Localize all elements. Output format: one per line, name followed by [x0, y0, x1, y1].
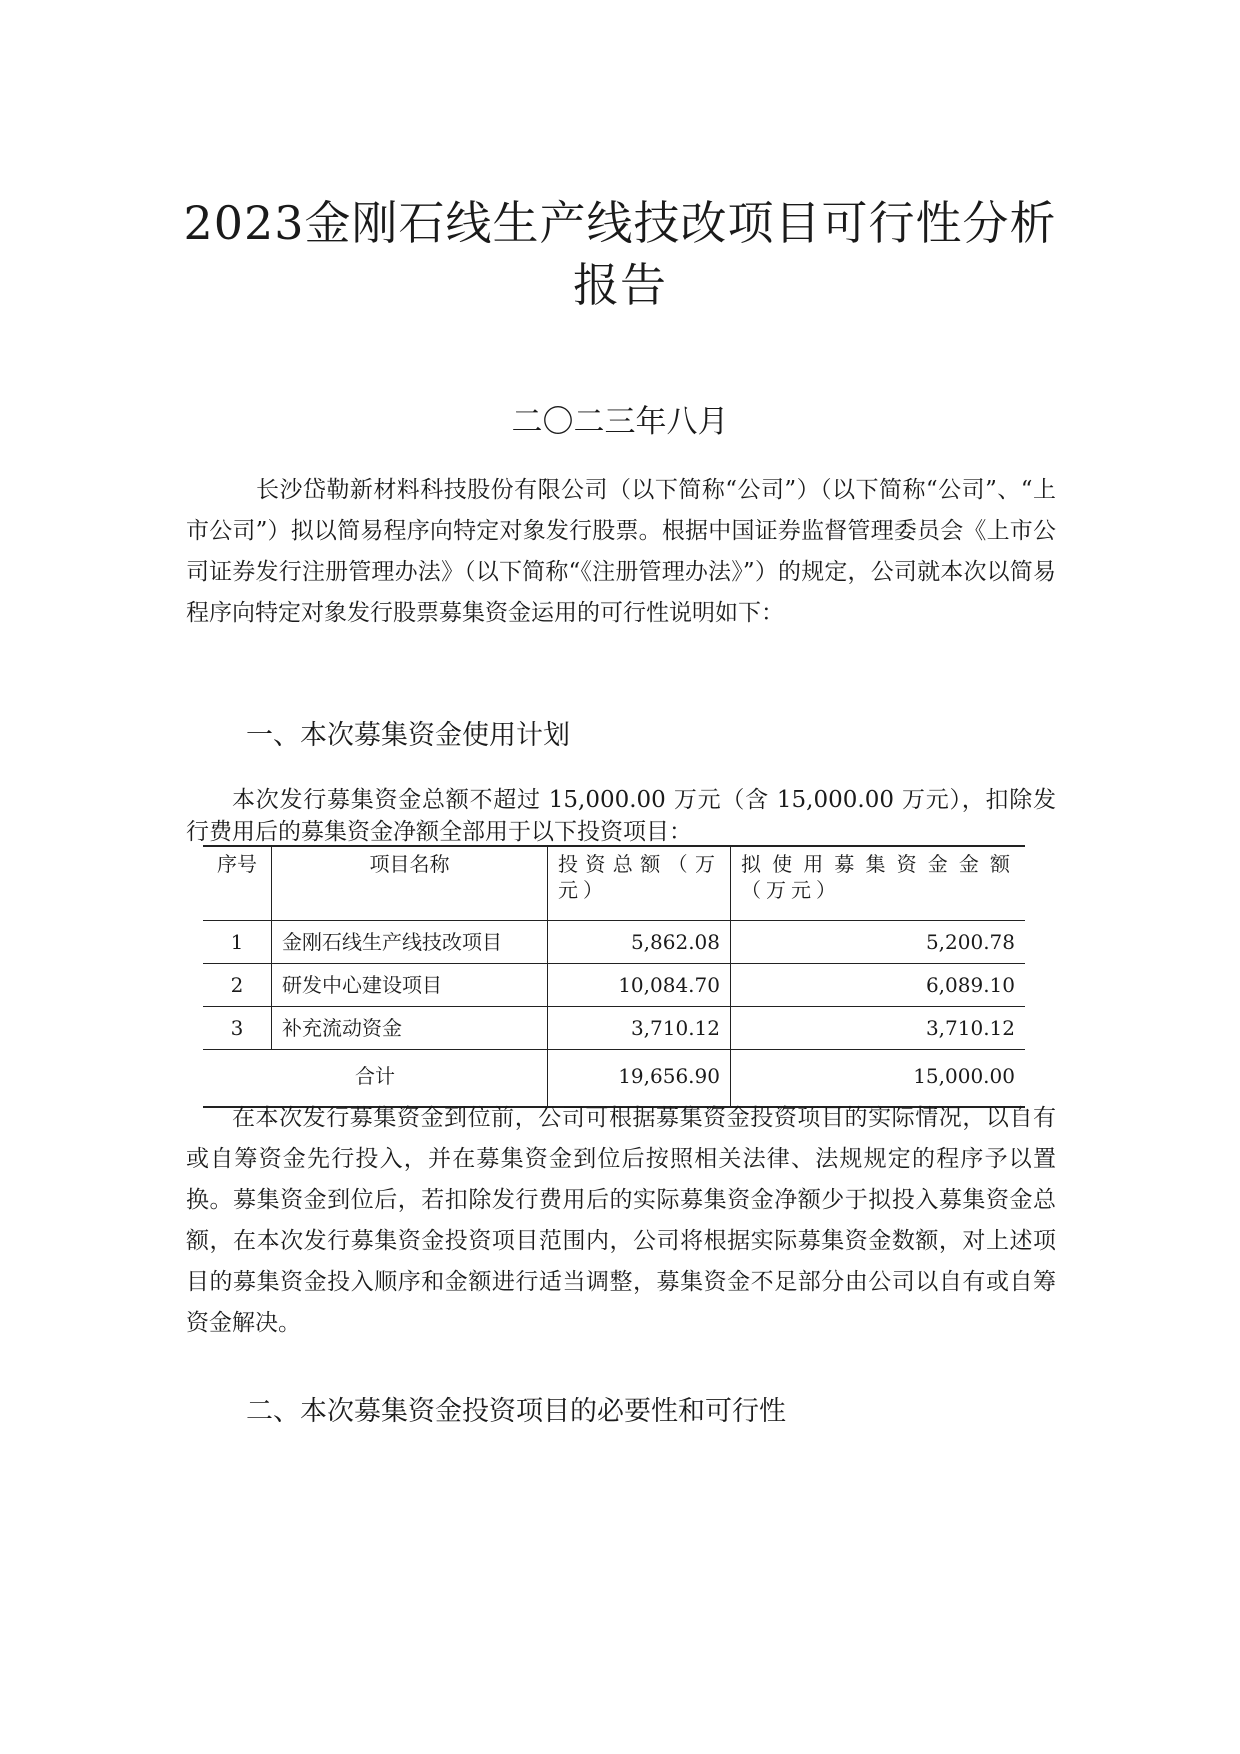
- header-total-investment: 投资总额（万元）: [548, 846, 731, 921]
- row-no: 2: [203, 964, 272, 1007]
- header-no: 序号: [203, 846, 272, 921]
- document-date: 二〇二三年八月: [511, 404, 729, 440]
- section1-after-paragraph: 在本次发行募集资金到位前，公司可根据募集资金投资项目的实际情况，以自有或自筹资金先行投入，并在募集资金到位后按照相关法律、法规规定的程序予以置换。募集资金到位后，若扣除发行费用后的实际募集资金净额少于拟投入募集资金总额，在本次发行募集资金投资项目范围内，公司将根据实际募集资金数额，对上述项目的募集资金投入顺序和金额进行适当调整，募集资金不足部分由公司以自有或自筹资金解决。: [186, 1105, 1056, 1336]
- row-no: 3: [203, 1007, 272, 1050]
- table-header-row: [203, 846, 1025, 921]
- section1-lead-paragraph: 本次发行募集资金总额不超过 15,000.00 万元（含 15,000.00 万元），扣除发行费用后的募集资金净额全部用于以下投资项目：: [186, 787, 1056, 845]
- row-raised-funds: 3,710.12: [731, 1007, 1026, 1050]
- total-investment: 19,656.90: [548, 1050, 731, 1108]
- table-row: [203, 921, 1025, 964]
- header-raised-funds: 拟使用募集资金金额（万元）: [731, 846, 1026, 921]
- row-raised-funds: 6,089.10: [731, 964, 1026, 1007]
- row-total-investment: 10,084.70: [548, 964, 731, 1007]
- investment-table: [203, 845, 1025, 1108]
- table-row: [203, 1007, 1025, 1050]
- row-project-name: 补充流动资金: [272, 1007, 548, 1050]
- row-project-name: 金刚石线生产线技改项目: [272, 921, 548, 964]
- total-raised-funds: 15,000.00: [731, 1050, 1026, 1108]
- table-row: [203, 964, 1025, 1007]
- row-no: 1: [203, 921, 272, 964]
- intro-paragraph: 长沙岱勒新材料科技股份有限公司（以下简称“公司”）（以下简称“公司”、“上市公司”）拟以简易程序向特定对象发行股票。根据中国证券监督管理委员会《上市公司证券发行注册管理办法》（以下简称“《注册管理办法》”）的规定，公司就本次以简易程序向特定对象发行股票募集资金运用的可行性说明如下：: [186, 477, 1056, 626]
- section-heading-1: 一、本次募集资金使用计划: [246, 720, 570, 751]
- total-label: 合计: [203, 1050, 548, 1108]
- section-heading-2: 二、本次募集资金投资项目的必要性和可行性: [246, 1396, 786, 1427]
- row-total-investment: 5,862.08: [548, 921, 731, 964]
- document-title: 2023金刚石线生产线技改项目可行性分析报告: [183, 196, 1057, 312]
- row-project-name: 研发中心建设项目: [272, 964, 548, 1007]
- row-raised-funds: 5,200.78: [731, 921, 1026, 964]
- row-total-investment: 3,710.12: [548, 1007, 731, 1050]
- header-project-name: 项目名称: [272, 846, 548, 921]
